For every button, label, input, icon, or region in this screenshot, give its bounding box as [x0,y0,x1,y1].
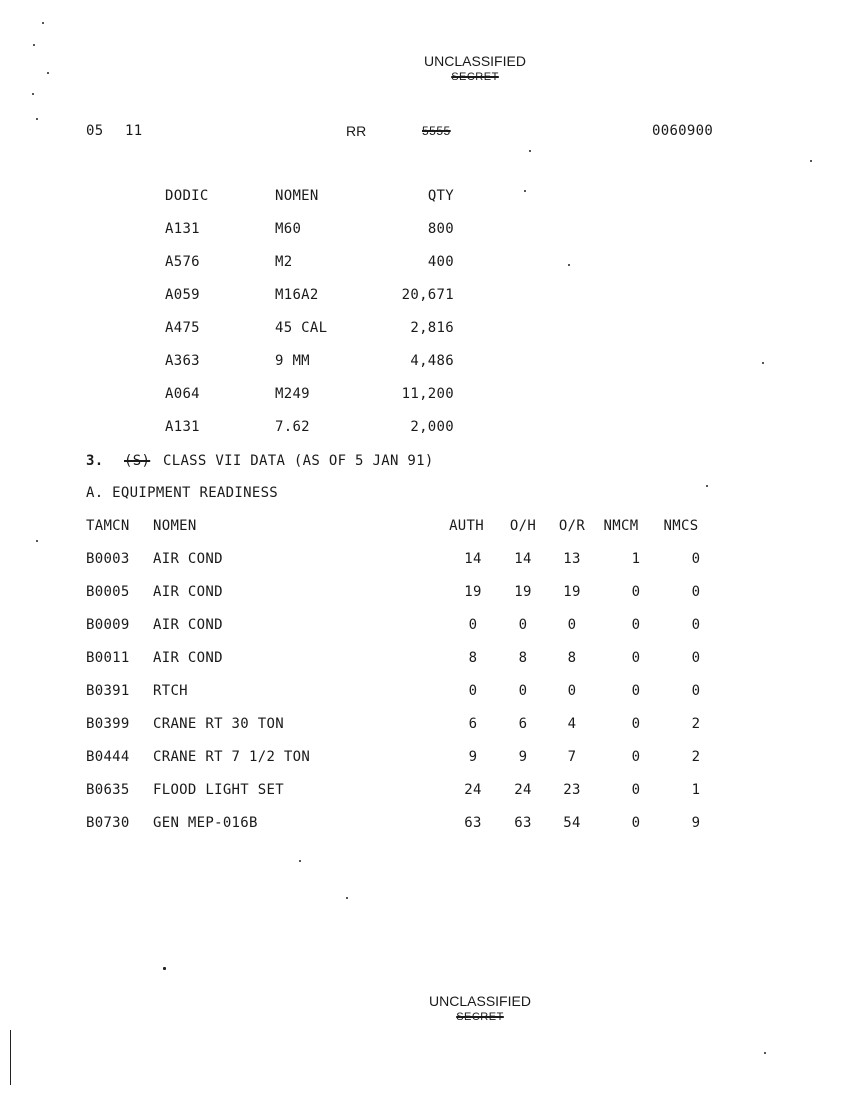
equip-or: 4 [567,716,577,732]
equip-auth: 24 [464,782,482,798]
scan-speck [810,160,812,162]
ammo-qty: 4,486 [410,353,454,369]
equip-header-nmcs: NMCS [663,518,699,534]
equip-header-or: O/R [558,518,586,534]
equip-nmcs: 0 [691,584,701,600]
equip-header-tamcn: TAMCN [86,518,130,534]
scan-speck [529,150,531,152]
equip-tamcn: B0009 [86,617,130,633]
equip-or: 13 [563,551,581,567]
equip-tamcn: B0391 [86,683,130,699]
scan-speck [36,540,38,542]
equip-tamcn: B0730 [86,815,130,831]
equip-nmcm: 0 [631,650,641,666]
equip-oh: 14 [514,551,532,567]
section-struck-marking: (S) [124,453,151,469]
equip-tamcn: B0399 [86,716,130,732]
equip-or: 19 [563,584,581,600]
scan-speck [568,264,570,266]
equip-nomen: CRANE RT 30 TON [153,716,284,732]
ammo-dodic: A131 [165,419,200,435]
equip-nmcs: 1 [691,782,701,798]
ammo-qty: 2,000 [410,419,454,435]
equip-oh: 24 [514,782,532,798]
equip-or: 23 [563,782,581,798]
scan-speck [36,118,38,120]
equip-nmcm: 0 [631,782,641,798]
equip-oh: 6 [518,716,528,732]
equip-header-nmcm: NMCM [603,518,639,534]
equip-auth: 8 [468,650,478,666]
ammo-nomen: 9 MM [275,353,310,369]
equip-nomen: GEN MEP-016B [153,815,258,831]
ammo-nomen: M249 [275,386,310,402]
top-classification: UNCLASSIFIED [424,53,526,69]
ammo-qty: 2,816 [410,320,454,336]
scan-speck [762,362,764,364]
equip-auth: 0 [468,617,478,633]
equip-or: 54 [563,815,581,831]
section-number: 3. [86,453,104,469]
equip-nomen: RTCH [153,683,188,699]
scan-speck [32,93,34,95]
equip-nmcm: 1 [631,551,641,567]
equip-tamcn: B0005 [86,584,130,600]
msg-serial: 0060900 [652,123,714,139]
equip-oh: 63 [514,815,532,831]
bottom-old-classification: SECRET [456,1011,504,1023]
equip-nmcs: 0 [691,617,701,633]
ammo-qty: 11,200 [401,386,454,402]
ammo-nomen: 7.62 [275,419,310,435]
equip-nmcm: 0 [631,584,641,600]
equip-nmcm: 0 [631,749,641,765]
section-title: CLASS VII DATA (AS OF 5 JAN 91) [163,453,434,469]
scan-speck [346,897,348,899]
equip-header-auth: AUTH [449,518,484,534]
equip-tamcn: B0003 [86,551,130,567]
ammo-dodic: A475 [165,320,200,336]
equip-or: 7 [567,749,577,765]
equip-nomen: AIR COND [153,617,223,633]
equip-nmcs: 0 [691,683,701,699]
ammo-qty: 800 [427,221,454,237]
ammo-nomen: M2 [275,254,293,270]
equip-auth: 6 [468,716,478,732]
scan-speck [42,22,44,24]
equip-auth: 63 [464,815,482,831]
ammo-header-qty: QTY [427,188,454,204]
equip-nmcm: 0 [631,683,641,699]
equip-nomen: AIR COND [153,584,223,600]
equip-oh: 8 [518,650,528,666]
equip-oh: 19 [514,584,532,600]
msg-precedence: RR [346,123,367,139]
scan-speck [299,860,301,862]
equip-nmcm: 0 [631,617,641,633]
equip-tamcn: B0635 [86,782,130,798]
ammo-header-nomen: NOMEN [275,188,319,204]
scan-edge-line [10,1030,11,1085]
equip-or: 0 [567,683,577,699]
top-old-classification: SECRET [451,71,499,83]
ammo-dodic: A059 [165,287,200,303]
equip-auth: 9 [468,749,478,765]
equip-or: 0 [567,617,577,633]
ammo-nomen: M60 [275,221,302,237]
equip-nmcm: 0 [631,716,641,732]
ammo-nomen: 45 CAL [275,320,328,336]
equip-nomen: FLOOD LIGHT SET [153,782,284,798]
ammo-dodic: A064 [165,386,200,402]
ammo-qty: 400 [427,254,454,270]
equip-nomen: AIR COND [153,551,223,567]
equip-nmcs: 2 [691,749,701,765]
equip-oh: 0 [518,683,528,699]
equip-oh: 0 [518,617,528,633]
scan-speck [524,190,526,192]
subsection-title: A. EQUIPMENT READINESS [86,485,279,501]
equip-tamcn: B0011 [86,650,130,666]
ammo-nomen: M16A2 [275,287,319,303]
bottom-classification: UNCLASSIFIED [429,993,531,1009]
scan-speck [764,1052,766,1054]
equip-header-oh: O/H [509,518,537,534]
scan-speck [706,485,708,487]
equip-tamcn: B0444 [86,749,130,765]
equip-header-nomen: NOMEN [153,518,197,534]
equip-nmcs: 0 [691,551,701,567]
scan-speck [47,72,49,74]
msg-date-num: 11 [125,123,143,139]
equip-nmcs: 2 [691,716,701,732]
equip-auth: 19 [464,584,482,600]
ammo-dodic: A576 [165,254,200,270]
equip-auth: 0 [468,683,478,699]
equip-nmcs: 0 [691,650,701,666]
equip-auth: 14 [464,551,482,567]
equip-nomen: AIR COND [153,650,223,666]
equip-nmcs: 9 [691,815,701,831]
equip-oh: 9 [518,749,528,765]
ammo-dodic: A363 [165,353,200,369]
equip-nomen: CRANE RT 7 1/2 TON [153,749,311,765]
scan-speck [33,44,35,46]
equip-nmcm: 0 [631,815,641,831]
ammo-dodic: A131 [165,221,200,237]
ammo-header-dodic: DODIC [165,188,209,204]
ammo-qty: 20,671 [401,287,454,303]
msg-date-day: 05 [86,123,104,139]
msg-struck-code: 5555 [422,124,451,138]
equip-or: 8 [567,650,577,666]
scan-speck [163,967,166,970]
